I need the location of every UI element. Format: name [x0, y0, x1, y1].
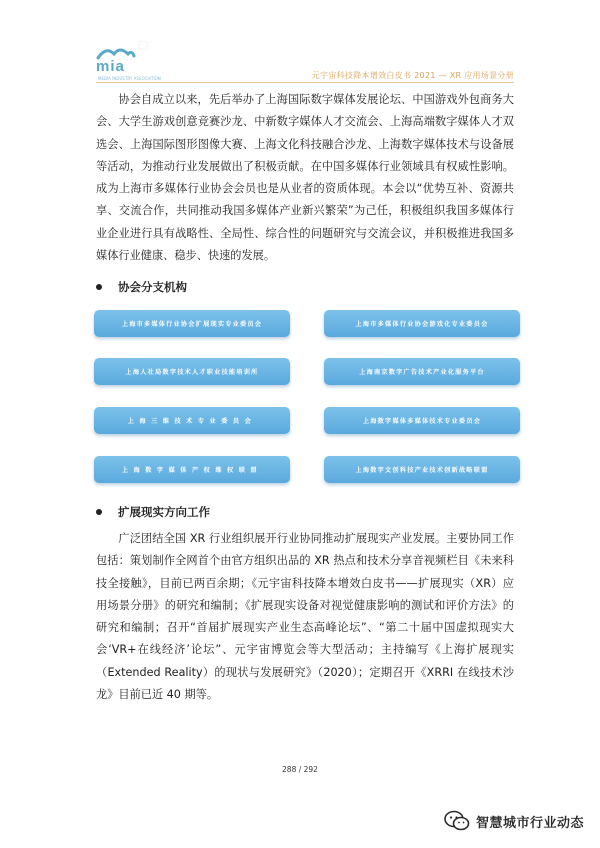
section-heading-branches [92, 279, 187, 295]
watermark: ◇ ◇ [117, 33, 153, 66]
branch-box: 上海三维技术专业委员会 [94, 407, 290, 434]
branch-grid [94, 308, 522, 488]
page-number: 288 / 292 [282, 765, 318, 774]
section-heading-text: 扩展现实方向工作 [118, 505, 210, 519]
branch-box: 上海人社局数字技术人才职业技能培训所 [94, 358, 290, 385]
bullet-dot-icon [96, 509, 102, 515]
branch-box: 上海市多媒体行业协会游戏化专业委员会 [324, 310, 520, 337]
wechat-account-name: 智慧城市行业动态 [475, 815, 584, 831]
xr-paragraph: 广泛团结全国 XR 行业组织展开行业协同推动扩展现实产业发展。主要协同工作包括：策划制作全网首个由官方组织出品的 XR 热点和技术分享音视频栏目《未来科技全接触》，目前已两百余期；《元宇宙科技降本增效白皮书——扩展现实（XR）应用场景分册》的研究和编制；《扩展现实设备对视觉健康影响的测试和评价方法》的研究和编制；召开“首届扩展现实产业生态高峰论坛”、“第二十届中国虚拟现实大会‘VR+在线经济’论坛”、元宇宙博览会等大型活动；主持编写《上海扩展现实（Extended Reality）的现状与发展研究》（2020）；定期召开《XRRI 在线技术沙龙》目前已近 40 期等。 [96, 532, 514, 702]
section-heading-xr [92, 504, 210, 520]
branch-box: 上海数字文创科技产业技术创新战略联盟 [324, 456, 520, 483]
wechat-icon [444, 810, 470, 832]
logo-subtext: MEDIA INDUSTRY ASSOCIATION [98, 76, 161, 81]
logo-text: mia [96, 58, 125, 75]
intro-paragraph: 协会自成立以来，先后举办了上海国际数字媒体发展论坛、中国游戏外包商务大会、大学生游戏创意竞赛沙龙、中新数字媒体人才交流会、上海高端数字媒体人才双选会、上海国际图形图像大赛、上海文化科技融合沙龙、上海数字媒体技术与设备展等活动，为推动行业发展做出了积极贡献。在中国多媒体行业领域具有权威性影响。成为上海市多媒体行业协会会员也是从业者的资质体现。本会以“优势互补、资源共享、交流合作，共同推动我国多媒体产业新兴繁荣”为己任，积极组织我国多媒体行业企业进行具有战略性、全局性、综合性的问题研究与交流会议，并积极推进我国多媒体行业健康、稳步、快速的发展。 [96, 93, 514, 263]
branch-box: 上海市多媒体行业协会扩展现实专业委员会 [94, 310, 290, 337]
branch-box: 上海数字媒体产权维权联盟 [94, 456, 290, 483]
bullet-dot-icon [96, 284, 102, 290]
header-divider [96, 82, 514, 83]
wechat-account-badge [444, 810, 584, 832]
branch-box: 上海南京数字广告技术产业化服务平台 [324, 358, 520, 385]
branch-box: 上海数字媒体多媒体技术专业委员会 [324, 407, 520, 434]
section-heading-text: 协会分支机构 [118, 280, 187, 294]
header-title: 元宇宙科技降本增效白皮书 2021 — XR 应用场景分册 [311, 71, 514, 80]
